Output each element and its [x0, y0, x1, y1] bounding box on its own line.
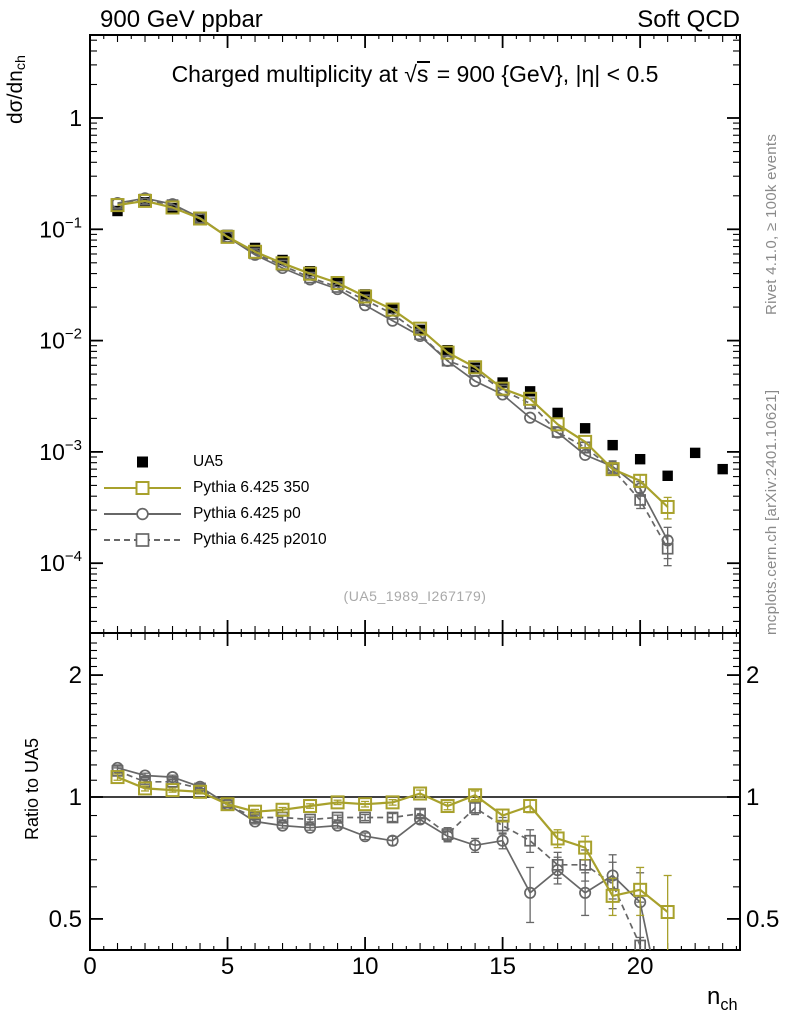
marker [525, 386, 535, 396]
main-y-axis-label-base: dσ/dn [4, 70, 27, 124]
legend-marker-circle-open [100, 502, 185, 526]
legend-marker-square-open [100, 528, 185, 552]
ratio-ytick-label-left: 2 [68, 662, 82, 690]
ratio-ytick-label-right: 1 [746, 784, 760, 811]
mcplots-citation-caption: mcplots.cern.ch [arXiv:2401.10621] [763, 389, 780, 635]
sqrt-s: s [416, 61, 429, 87]
main-ytick-label: $10^{-4}$ [39, 548, 82, 577]
legend-marker-square-filled [100, 450, 185, 474]
ratio-ytick-label-right: 2 [746, 662, 760, 690]
xtick-label: 0 [83, 953, 97, 980]
legend-item-pythia-350 [100, 475, 327, 501]
marker [552, 408, 562, 418]
legend-label: Pythia 6.425 p0 [193, 505, 301, 522]
legend-label: Pythia 6.425 p2010 [193, 531, 327, 548]
marker [690, 448, 700, 458]
ratio-ytick-label-left: 1 [68, 784, 82, 811]
analysis-id-watermark: (UA5_1989_I267179) [343, 588, 487, 604]
header-process-label: Soft QCD [637, 6, 740, 33]
x-axis-label-base: n [707, 983, 721, 1010]
main-ytick-label: 1 [69, 105, 82, 131]
xtick-label: 20 [626, 953, 654, 980]
plot-title-post: = 900 {GeV}, |η| < 0.5 [430, 61, 659, 87]
main-ytick-label: $10^{-2}$ [39, 325, 82, 354]
legend-marker-square-open [100, 476, 185, 500]
ratio-y-axis-label: Ratio to UA5 [22, 737, 42, 840]
main-ytick-label: $10^{-3}$ [39, 436, 82, 465]
main-ytick-label: $10^{-1}$ [39, 214, 82, 243]
xtick-label: 15 [489, 953, 516, 980]
x-axis-label-sub: ch [720, 995, 738, 1014]
plot-title-pre: Charged multiplicity at [171, 61, 405, 87]
legend-item-pythia-p2010 [100, 527, 327, 553]
main-y-axis-label [4, 18, 29, 124]
header-beam-label: 900 GeV ppbar [100, 6, 263, 33]
x-axis-label [707, 983, 738, 1015]
marker [635, 454, 645, 464]
legend [100, 449, 327, 553]
marker [580, 423, 590, 433]
marker [717, 464, 727, 474]
marker [662, 471, 672, 481]
ratio-ytick-label-right: 0.5 [746, 905, 780, 933]
legend-item-ua5 [100, 449, 327, 475]
ratio-ytick-label-left: 0.5 [48, 905, 82, 933]
rivet-version-caption: Rivet 4.1.0, ≥ 100k events [763, 133, 780, 315]
legend-label: Pythia 6.425 350 [193, 479, 310, 496]
legend-item-pythia-p0 [100, 501, 327, 527]
xtick-label: 5 [220, 953, 235, 980]
marker [607, 440, 617, 450]
legend-label: UA5 [193, 453, 224, 470]
plot-title [90, 61, 740, 88]
xtick-label: 10 [351, 953, 379, 980]
sqrt-radical: √ [404, 61, 417, 87]
main-y-axis-label-sub: ch [13, 55, 30, 71]
